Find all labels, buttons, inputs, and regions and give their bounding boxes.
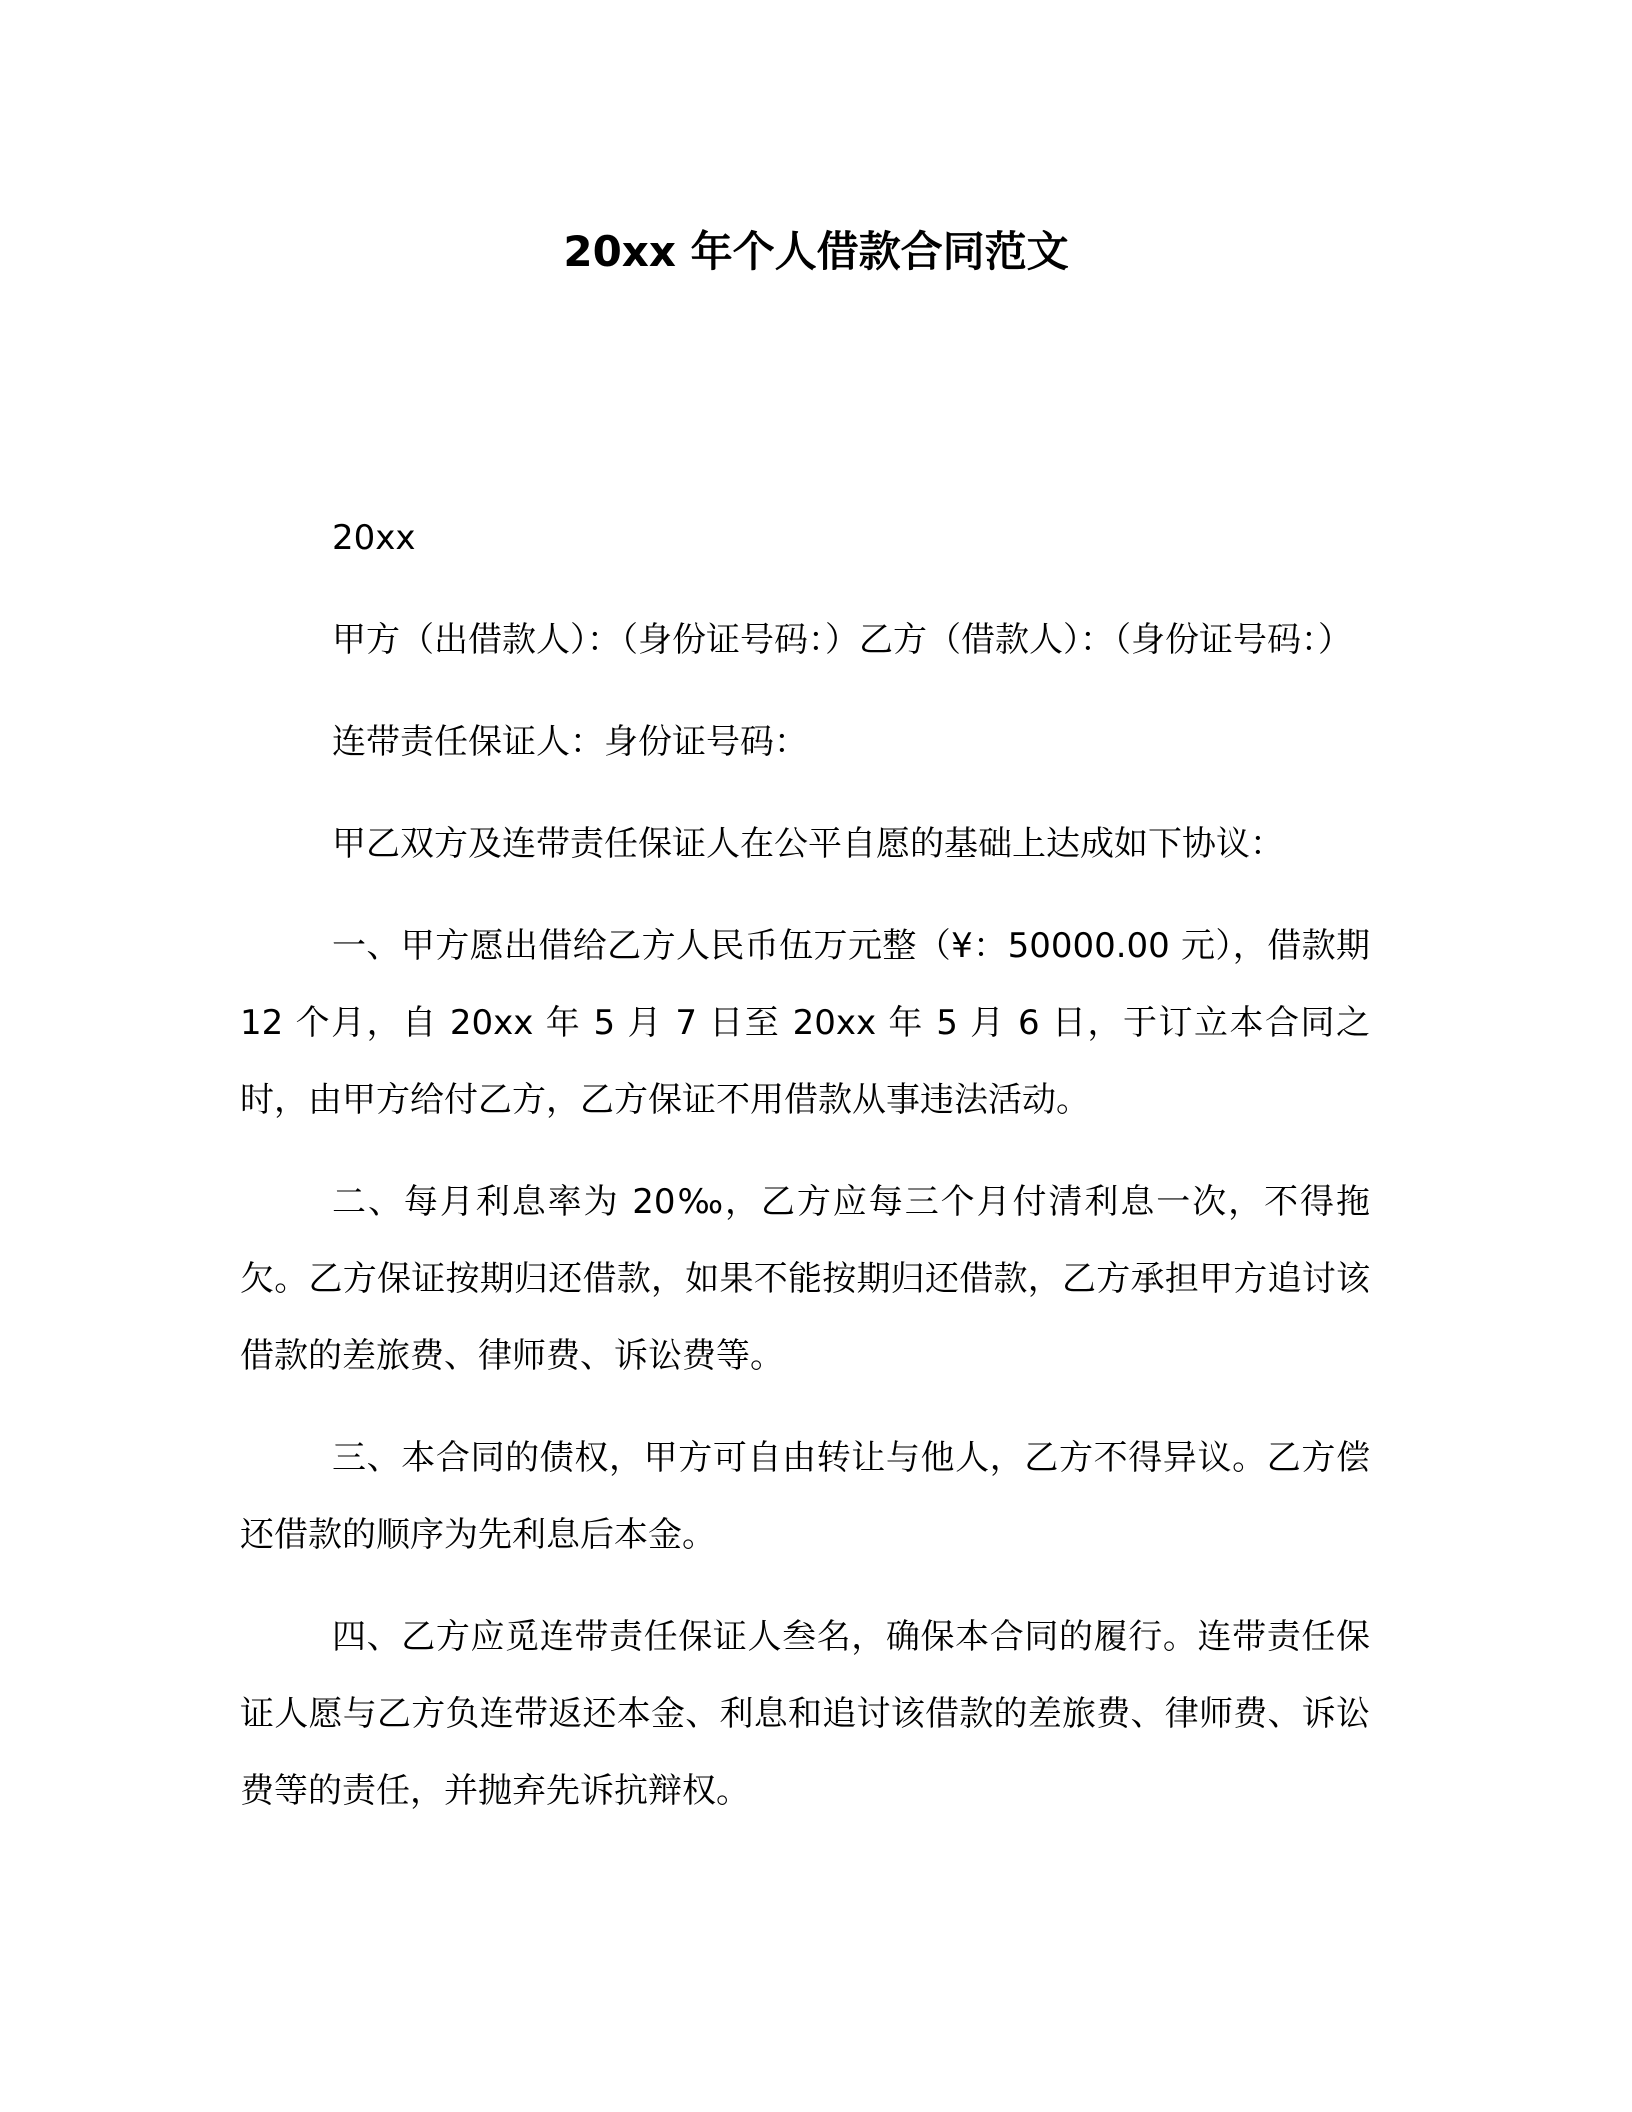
document-title: 20xx 年个人借款合同范文	[563, 227, 1069, 276]
paragraph-agreement-intro: 甲乙双方及连带责任保证人在公平自愿的基础上达成如下协议：	[332, 824, 1284, 864]
document-body	[240, 500, 1370, 1830]
paragraph-clause-4: 四、乙方应觅连带责任保证人叁名，确保本合同的履行。连带责任保证人愿与乙方负连带返还本金、利息和追讨该借款的差旅费、律师费、诉讼费等的责任，并抛弃先诉抗辩权。	[240, 1617, 1370, 1811]
paragraph-parties: 甲方（出借款人）：（身份证号码：）乙方（借款人）：（身份证号码：）	[332, 620, 1352, 660]
paragraph-clause-3: 三、本合同的债权，甲方可自由转让与他人，乙方不得异议。乙方偿还借款的顺序为先利息后本金。	[240, 1438, 1370, 1555]
paragraph-clause-2: 二、每月利息率为 20‰，乙方应每三个月付清利息一次，不得拖欠。乙方保证按期归还借款，如果不能按期归还借款，乙方承担甲方追讨该借款的差旅费、律师费、诉讼费等。	[240, 1182, 1370, 1376]
paragraph-clause-1: 一、甲方愿出借给乙方人民币伍万元整（¥：50000.00 元），借款期 12 个月，自 20xx 年 5 月 7 日至 20xx 年 5 月 6 日，于订立本合同之时，由甲方给付乙方，乙方保证不用借款从事违法活动。	[240, 926, 1370, 1120]
paragraph-year: 20xx	[332, 518, 416, 558]
paragraph-guarantor: 连带责任保证人：身份证号码：	[332, 722, 808, 762]
